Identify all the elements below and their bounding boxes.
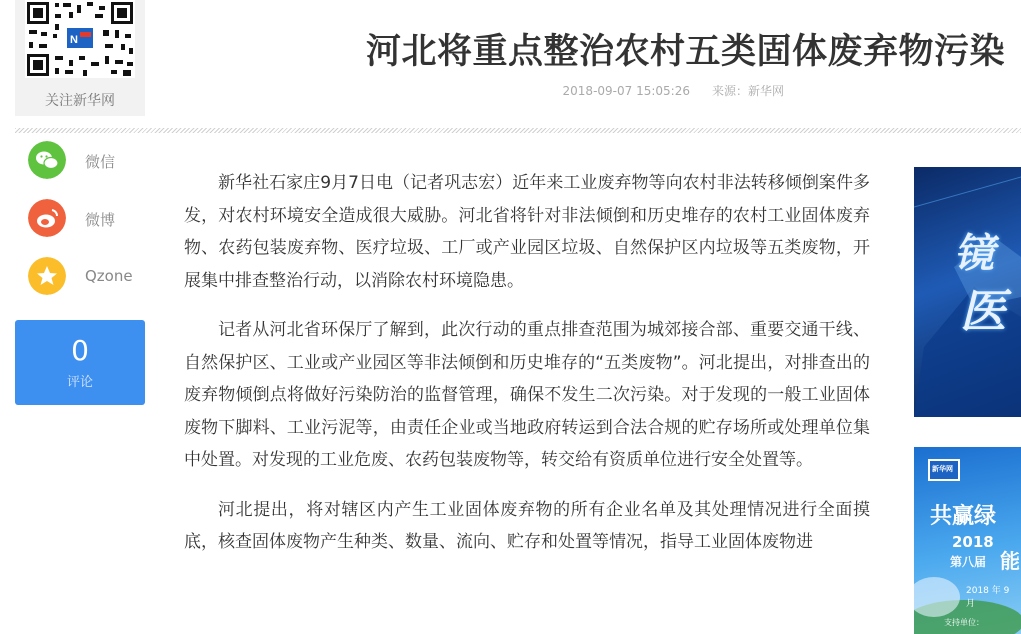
- article-meta: [500, 82, 784, 99]
- svg-text:N: N: [70, 34, 78, 46]
- article-paragraph: 记者从河北省环保厅了解到，此次行动的重点排查范围为城郊接合部、重要交通干线、自然保护区、工业或产业园区等非法倾倒和历史堆存的“五类废物”。河北提出，对排查出的废弃物倾倒点将做好污染防治的监督管理，确保不发生二次污染。对于发现的一般工业固体废物下脚料、工业污泥等，由责任企业或当地政府转运到合法合规的贮存场所或处理单位集中处置。对发现的工业危废、农药包装废物等，转交给有资质单位进行安全处置等。: [184, 320, 870, 470]
- share-weibo-label: 微博: [85, 211, 116, 229]
- share-wechat-button[interactable]: [28, 141, 148, 179]
- comment-button[interactable]: [15, 320, 145, 405]
- ad-banner-2-line-3: 第八届: [950, 555, 987, 569]
- share-weibo-button[interactable]: [28, 199, 148, 237]
- article-title: 河北将重点整治农村五类固体废弃物污染: [365, 32, 1005, 72]
- comment-label: 评论: [66, 375, 93, 390]
- ad-banner-2-logo: 新华网: [932, 465, 953, 473]
- ad-banner-1-text-2: 医: [960, 284, 1006, 338]
- ad-banner-2-line-4: 能: [1000, 549, 1020, 573]
- share-qzone-button[interactable]: [28, 257, 148, 295]
- header-divider: [15, 128, 1021, 133]
- ad-banner-2-line-5: 2018 年 9 月: [966, 586, 1010, 609]
- article-paragraph: 新华社石家庄9月7日电（记者巩志宏）近年来工业废弃物等向农村非法转移倾倒案件多发，对农村环境安全造成很大威胁。河北省将针对非法倾倒和历史堆存的农村工业固体废弃物、农药包装废弃物、医疗垃圾、工厂或产业园区垃圾、自然保护区内垃圾等五类废物，开展集中排查整治行动，以消除农村环境隐患。: [184, 173, 870, 291]
- ad-banner-2-line-2: 2018: [952, 533, 994, 551]
- ad-banner-1[interactable]: [914, 167, 1021, 417]
- article-source: 来源：新华网: [711, 84, 784, 98]
- article-paragraph: 河北提出，将对辖区内产生工业固体废弃物的所有企业名单及其处理情况进行全面摸底，核查固体废物产生种类、数量、流向、贮存和处置等情况，指导工业固体废物进: [184, 499, 870, 552]
- ad-banner-2-line-6: 支持单位：: [944, 618, 984, 627]
- share-qzone-label: Qzone: [85, 267, 133, 285]
- qr-caption: 关注新华网: [45, 93, 115, 109]
- article-body: [184, 167, 870, 576]
- wechat-icon: [28, 141, 66, 179]
- qzone-icon: [28, 257, 66, 295]
- share-wechat-label: 微信: [85, 153, 116, 171]
- weibo-icon: [28, 199, 66, 237]
- ad-banner-2-line-1: 共赢绿: [930, 503, 997, 529]
- article-datetime: 2018-09-07 15:05:26: [562, 84, 690, 98]
- comment-count: 0: [71, 334, 89, 367]
- qr-code-image: [25, 0, 135, 78]
- ad-banner-2[interactable]: [914, 447, 1021, 634]
- qr-code-block: [15, 0, 145, 116]
- ad-banner-1-text-1: 镜: [954, 230, 994, 277]
